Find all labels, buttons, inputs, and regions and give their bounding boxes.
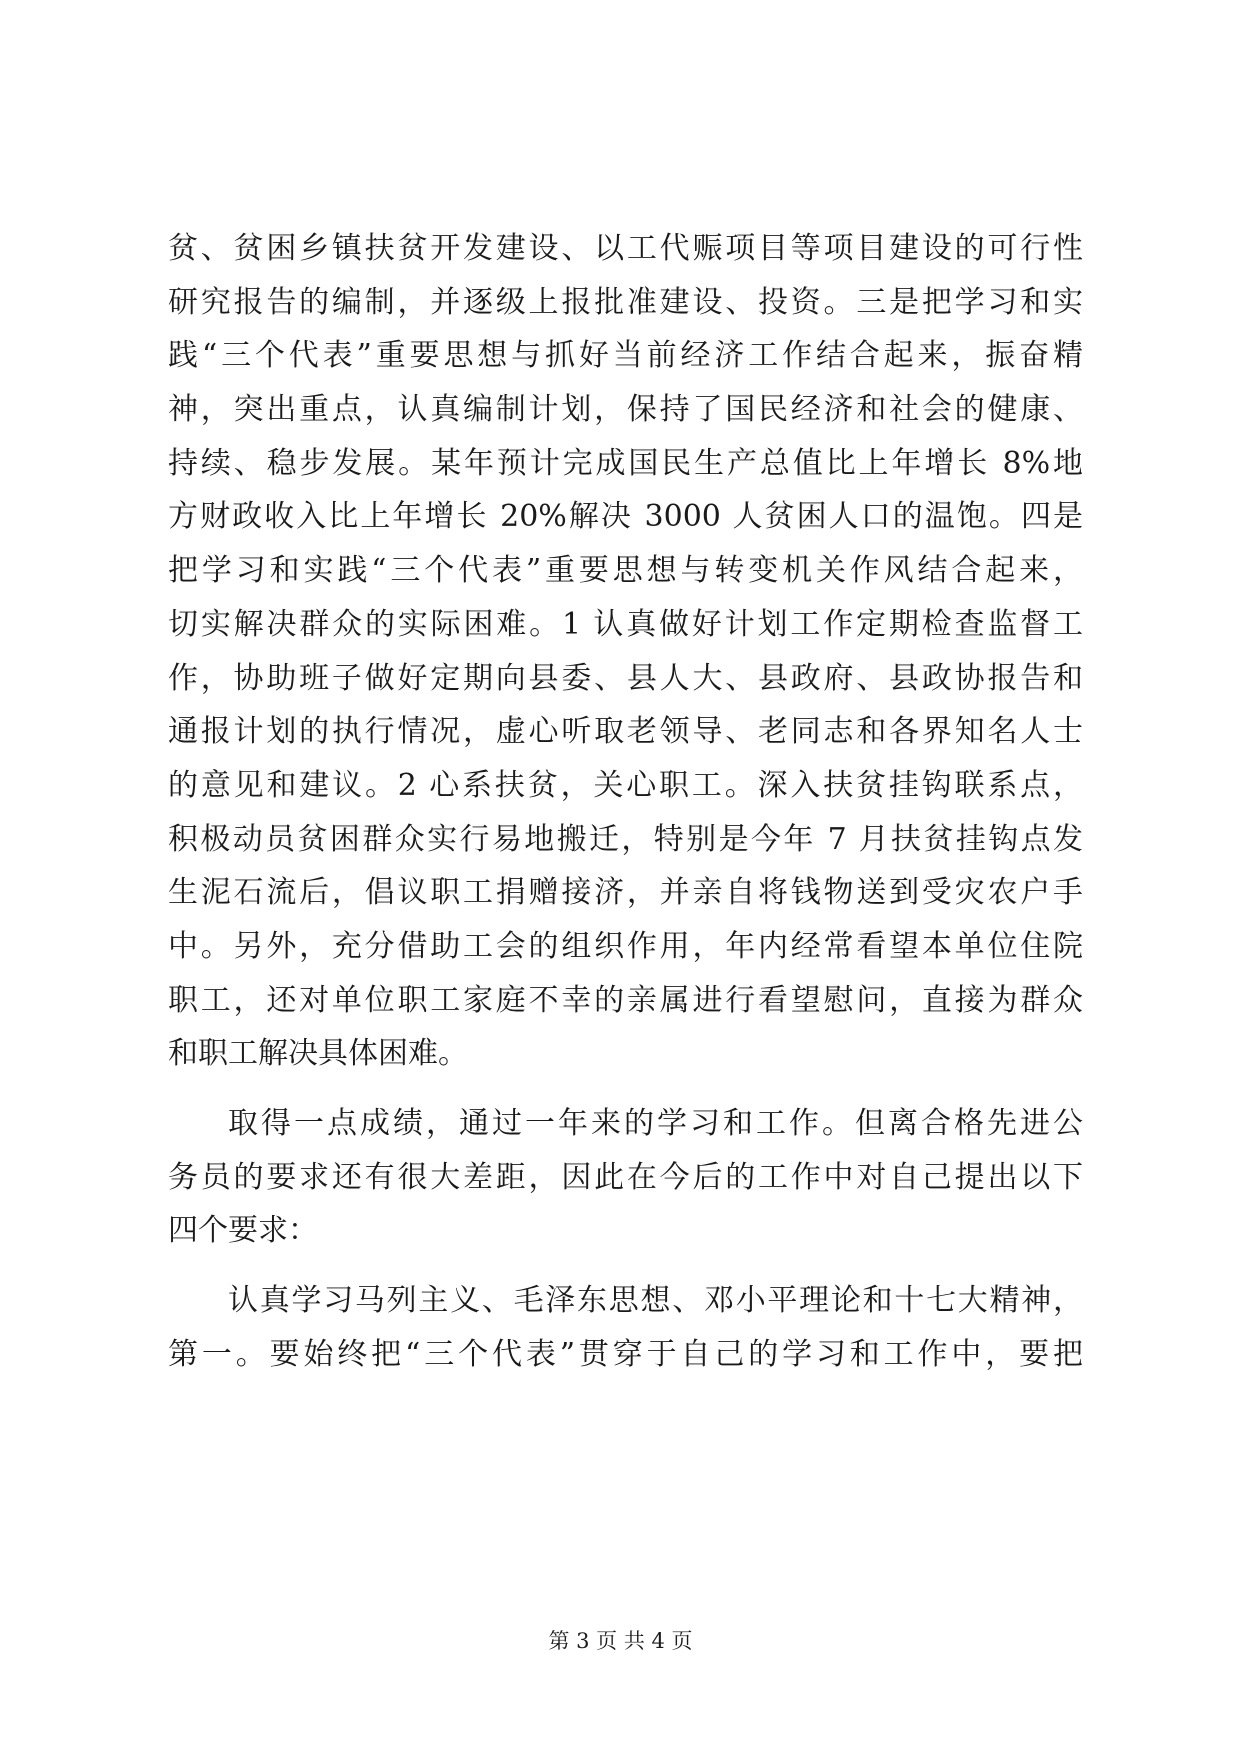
text-line: 的意见和建议。2 心系扶贫，关心职工。深入扶贫挂钩联系点， [168, 767, 1083, 803]
text-line: 作，协助班子做好定期向县委、县人大、县政府、县政协报告和 [168, 660, 1083, 696]
text-line: 务员的要求还有很大差距，因此在今后的工作中对自己提出以下 [168, 1159, 1083, 1195]
text-line: 认真学习马列主义、毛泽东思想、邓小平理论和十七大精神， [228, 1283, 1083, 1319]
text-line: 践“三个代表”重要思想与抓好当前经济工作结合起来，振奋精 [168, 338, 1083, 374]
text-line: 取得一点成绩，通过一年来的学习和工作。但离合格先进公 [228, 1106, 1083, 1141]
paragraph-gap [168, 1081, 1083, 1097]
text-line: 贫、贫困乡镇扶贫开发建设、以工代赈项目等项目建设的可行性 [168, 231, 1083, 266]
paragraph [168, 1097, 1083, 1258]
text-line: 神，突出重点，认真编制计划，保持了国民经济和社会的健康、 [168, 392, 1083, 428]
text-line: 积极动员贫困群众实行易地搬迁，特别是今年 7 月扶贫挂钩点发 [168, 821, 1083, 857]
document-body [168, 222, 1083, 1381]
text-line: 研究报告的编制，并逐级上报批准建设、投资。三是把学习和实 [168, 284, 1083, 320]
text-line: 通报计划的执行情况，虚心听取老领导、老同志和各界知名人士 [168, 714, 1083, 750]
text-line: 生泥石流后，倡议职工捐赠接济，并亲自将钱物送到受灾农户手 [168, 875, 1083, 911]
text-line: 把学习和实践“三个代表”重要思想与转变机关作风结合起来， [168, 553, 1083, 589]
page-footer: 第 3 页 共 4 页 [548, 1629, 693, 1653]
text-line: 和职工解决具体困难。 [168, 1036, 468, 1072]
text-line: 职工，还对单位职工家庭不幸的亲属进行看望慰问，直接为群众 [168, 982, 1083, 1018]
text-line: 中。另外，充分借助工会的组织作用，年内经常看望本单位住院 [168, 928, 1083, 964]
paragraph [168, 1274, 1083, 1381]
text-line: 方财政收入比上年增长 20%解决 3000 人贫困人口的温饱。四是 [168, 499, 1083, 535]
text-line: 持续、稳步发展。某年预计完成国民生产总值比上年增长 8%地 [168, 445, 1083, 481]
text-line: 第一。要始终把“三个代表”贯穿于自己的学习和工作中，要把 [168, 1336, 1083, 1372]
text-line: 切实解决群众的实际困难。1 认真做好计划工作定期检查监督工 [168, 606, 1083, 642]
text-line: 四个要求： [168, 1213, 318, 1249]
paragraph-gap [168, 1258, 1083, 1274]
paragraph [168, 222, 1083, 1081]
